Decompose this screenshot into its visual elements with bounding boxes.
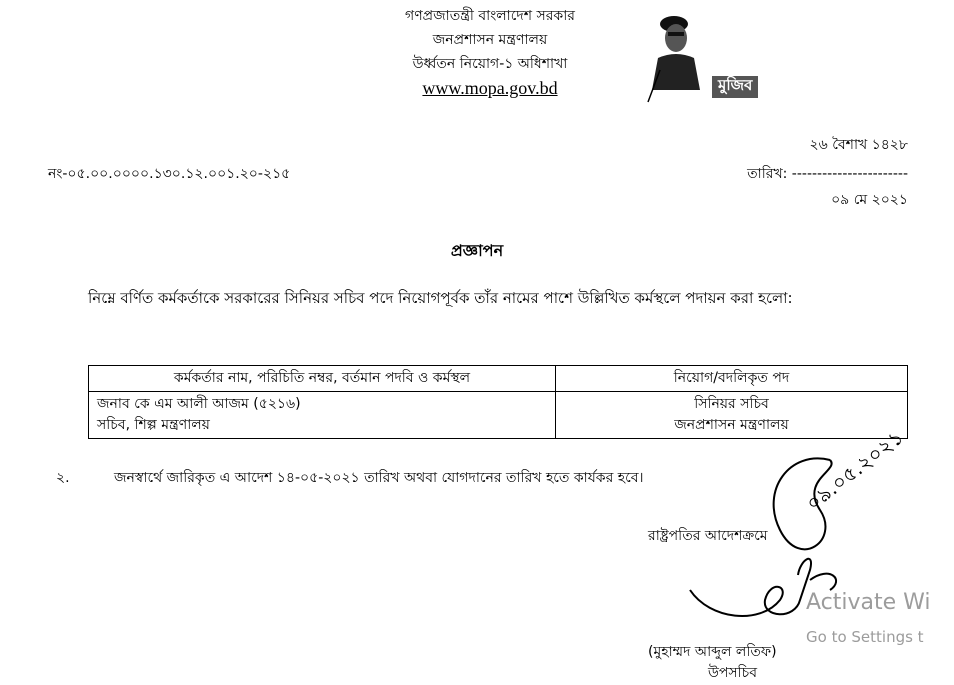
- signatory-designation: উপসচিব: [708, 665, 758, 681]
- section-name: উর্ধ্বতন নিয়োগ-১ অধিশাখা: [412, 56, 568, 72]
- clause-number: ২.: [56, 470, 70, 486]
- signatory-name: (মুহাম্মদ আব্দুল লতিফ): [648, 644, 777, 660]
- website-link[interactable]: www.mopa.gov.bd: [422, 78, 558, 98]
- officer-name: জনাব কে এম আলী আজম (৫২১৬): [97, 396, 301, 412]
- date-label: তারিখ: -----------------------: [747, 166, 908, 182]
- appointment-table: [88, 365, 908, 439]
- intro-paragraph: নিম্নে বর্ণিত কর্মকর্তাকে সরকারের সিনিয়র সচিব পদে নিয়োগপূর্বক তাঁর নামের পাশে উল্লিখিত কর্মস্থলে পদায়ন করা হলো:: [88, 289, 793, 307]
- officer-current-post: সচিব, শিল্প মন্ত্রণালয়: [97, 417, 210, 433]
- date-bangla: ২৬ বৈশাখ ১৪২৮: [809, 137, 908, 153]
- new-post-cell: [556, 392, 908, 439]
- clause-text: জনস্বার্থে জারিকৃত এ আদেশ ১৪-০৫-২০২১ তারিখ অথবা যোগদানের তারিখ হতে কার্যকর হবে।: [114, 470, 644, 486]
- mujib-logo-text: মুজিব: [718, 76, 753, 94]
- new-workplace: জনপ্রশাসন মন্ত্রণালয়: [674, 417, 789, 433]
- go-to-settings-link[interactable]: Go to Settings t: [806, 628, 924, 646]
- date-english: ০৯ মে ২০২১: [831, 192, 908, 208]
- government-header: [300, 4, 680, 100]
- new-post: সিনিয়র সচিব: [694, 396, 769, 412]
- signature-scribble: [670, 450, 940, 650]
- activate-windows-watermark: Activate Wi: [806, 590, 931, 615]
- government-name: গণপ্রজাতন্ত্রী বাংলাদেশ সরকার: [405, 8, 575, 24]
- president-order: রাষ্ট্রপতির আদেশক্রমে: [648, 528, 768, 544]
- mujib-logo: [638, 10, 768, 110]
- table-header-officer: কর্মকর্তার নাম, পরিচিতি নম্বর, বর্তমান পদবি ও কর্মস্থল: [89, 366, 556, 392]
- table-header-row: [89, 366, 908, 392]
- table-row: [89, 392, 908, 439]
- memo-number: নং-০৫.০০.০০০০.১৩০.১২.০০১.২০-২১৫: [48, 166, 291, 182]
- signature-date: ০৯.০৫.২০২১: [801, 424, 908, 516]
- officer-cell: [89, 392, 556, 439]
- ministry-name: জনপ্রশাসন মন্ত্রণালয়: [432, 32, 548, 48]
- table-header-post: নিয়োগ/বদলিকৃত পদ: [556, 366, 908, 392]
- notification-title: প্রজ্ঞাপন: [450, 241, 504, 260]
